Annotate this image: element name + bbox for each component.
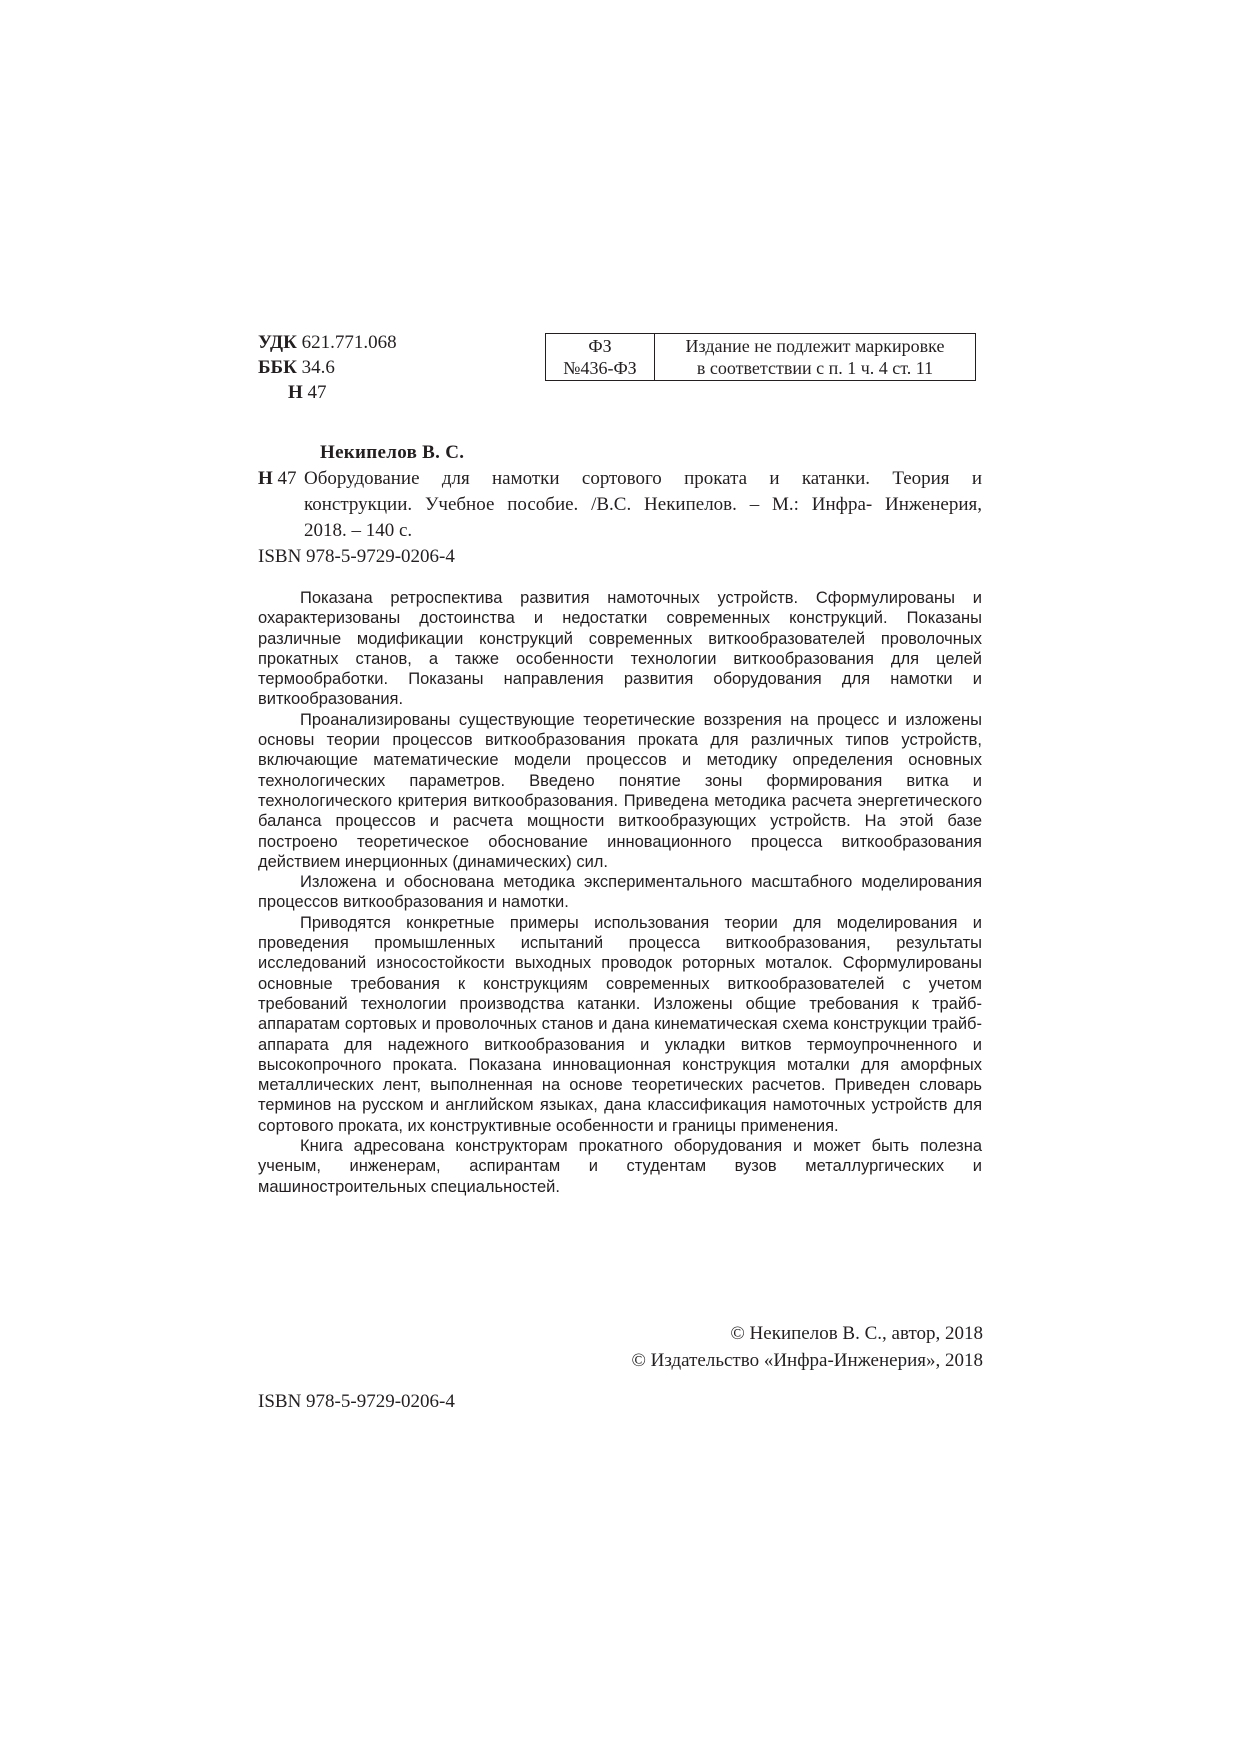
copyright-author: © Некипелов В. С., автор, 2018 [730, 1323, 983, 1344]
classification-block [258, 330, 397, 405]
bbk-line [258, 355, 397, 380]
notice-cell [655, 334, 976, 381]
copyright-block [631, 1320, 983, 1374]
law-cell [546, 334, 655, 381]
bib-code-letter: Н [258, 468, 273, 489]
author-code-number: 47 [307, 382, 327, 403]
law-line-2: №436-ФЗ [563, 358, 637, 378]
bbk-value: 34.6 [301, 357, 335, 378]
abstract-paragraph: Показана ретроспектива развития намоточных устройств. Сформулированы и охарактеризованы достоинства и недостатки современных конструкций. Показаны различные модификации конструкций современных виткообразователей проволочных прокатных станов, а также особенности технологии виткообразования для целей термообработки. Показаны направления развития оборудования для намотки и виткообразования. [258, 589, 982, 709]
bib-code [258, 466, 297, 492]
abstract [258, 588, 982, 1197]
bib-title-line-1 [258, 466, 982, 492]
isbn-top: ISBN 978-5-9729-0206-4 [258, 546, 455, 567]
notice-line-2: в соответствии с п. 1 ч. 4 ст. 11 [696, 358, 934, 378]
author-code-letter: Н [288, 382, 303, 403]
bibliographic-entry [258, 440, 982, 544]
bib-author: Некипелов В. С. [320, 442, 465, 463]
abstract-paragraph: Книга адресована конструкторам прокатного оборудования и может быть полезна ученым, инженерам, аспирантам и студентам вузов металлургических и машиностроительных специальностей. [258, 1137, 982, 1196]
udk-label: УДК [258, 332, 297, 353]
bib-title-line-3: 2018. – 140 с. [304, 520, 413, 541]
abstract-paragraph: Проанализированы существующие теоретические воззрения на процесс и изложены основы теории процессов виткообразования проката для различных типов устройств, включающие математические модели процессов и методику определения основных технологических параметров. Введено понятие зоны формирования витка и технологического критерия виткообразования. Приведена методика расчета энергетического баланса процессов и расчета мощности виткообразующих устройств. На этой базе построено теоретическое обоснование инновационного процесса виткообразования действием инерционных (динамических) сил. [258, 710, 982, 871]
bib-line-1-text: Оборудование для намотки сортового проката и катанки. Теория и [304, 468, 982, 489]
notice-line-1: Издание не подлежит маркировке [685, 336, 945, 356]
bib-code-number: 47 [277, 468, 297, 489]
bib-title-line-2: конструкции. Учебное пособие. /В.С. Некипелов. – М.: Инфра- Инженерия, [304, 494, 982, 515]
udk-value: 621.771.068 [301, 332, 397, 353]
udk-line [258, 330, 397, 355]
law-line-1: ФЗ [588, 336, 612, 356]
abstract-paragraph: Изложена и обоснована методика экспериментального масштабного моделирования процессов виткообразования и намотки. [258, 873, 982, 912]
isbn-bottom: ISBN 978-5-9729-0206-4 [258, 1391, 455, 1412]
bbk-label: ББК [258, 357, 297, 378]
copyright-publisher: © Издательство «Инфра-Инженерия», 2018 [631, 1350, 983, 1371]
abstract-paragraph: Приводятся конкретные примеры использования теории для моделирования и проведения промышленных испытаний процесса виткообразования, результаты исследований износостойкости выходных проводок роторных моталок. Сформулированы основные требования к конструкциям современных виткообразователей с учетом требований технологии производства катанки. Изложены общие требования к трайб-аппаратам сортовых и проволочных станов и дана кинематическая схема конструкции трайб-аппарата для надежного виткообразования и укладки витков термоупрочненного и высокопрочного проката. Показана инновационная конструкция моталки для аморфных металлических лент, выполненная на основе теоретических расчетов. Приведен словарь терминов на русском и английском языках, дана классификация намоточных устройств для сортового проката, их конструктивные особенности и границы применения. [258, 913, 982, 1135]
author-code-line [258, 380, 397, 405]
marking-notice-table [545, 333, 976, 381]
